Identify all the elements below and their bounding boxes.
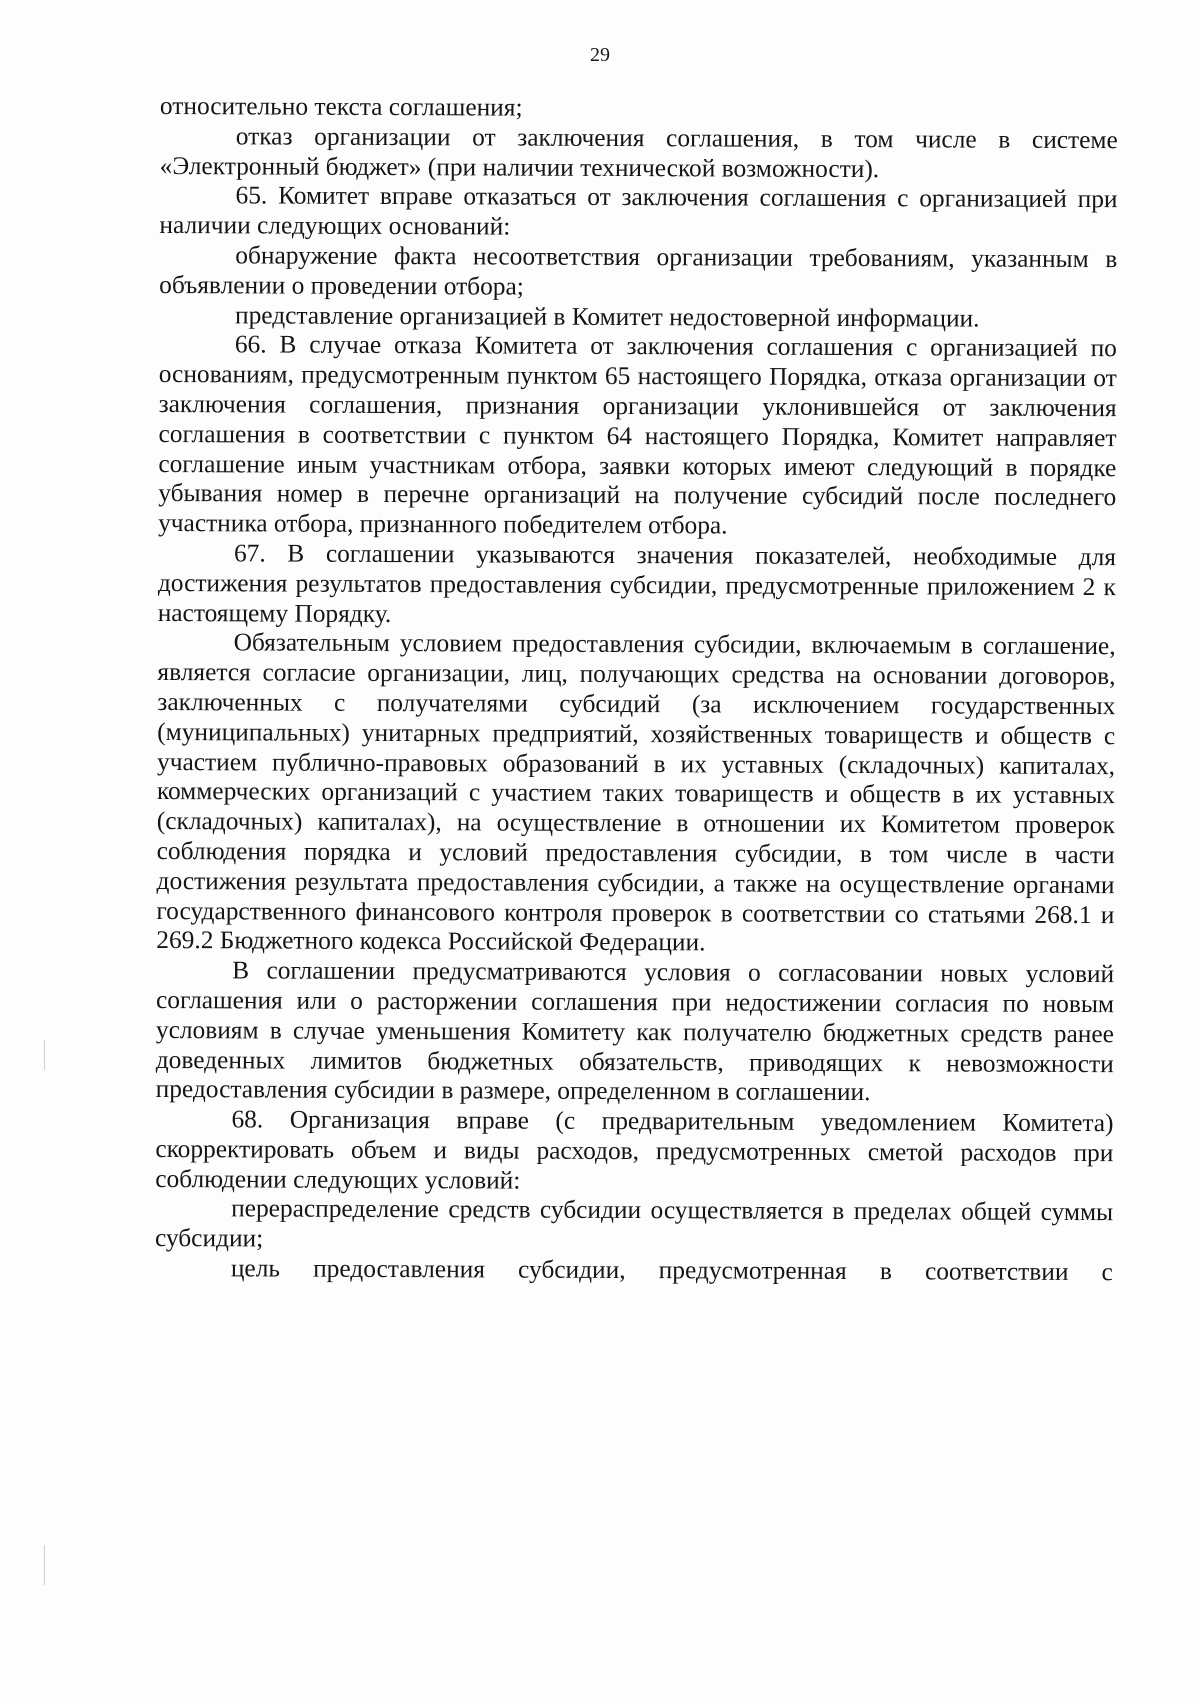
paragraph-item-66: 66. В случае отказа Комитета от заключения соглашения с организацией по основаниям, предусмотренным пунктом 65 настоящего Порядка, отказа организации от заключения соглашения, признания организации уклонившейся от заключения соглашения в соответствии с пунктом 64 настоящего Порядка, Комитет направляет соглашение иным участникам отбора, заявки которых имеют следующий в порядке убывания номер в перечне организаций на получение субсидий после последнего участника отбора, признанного победителем отбора. xyxy=(158,330,1117,540)
paragraph-item-65: 65. Комитет вправе отказаться от заключения соглашения с организацией при наличии следующих оснований: xyxy=(159,181,1118,241)
paragraph-redistribution: перераспределение средств субсидии осуществляется в пределах общей суммы субсидии; xyxy=(154,1194,1114,1253)
paragraph-item-68: 68. Организация вправе (с предварительным уведомлением Комитета) скорректировать объем и виды расходов, предусмотренных сметой расходов при соблюдении следующих условий: xyxy=(155,1105,1114,1195)
document-body xyxy=(155,92,1118,1288)
paragraph-new-conditions: В соглашении предусматриваются условия о согласовании новых условий соглашения или о расторжении соглашения при недостижении согласия по новым условиям в случае уменьшения Комитету как получателю бюджетных средств ранее доведенных лимитов бюджетных обязательств, приводящих к невозможности предоставления субсидии в размере, определенном в соглашении. xyxy=(155,956,1115,1107)
paragraph-purpose-continued: цель предоставления субсидии, предусмотренная в соответствии с xyxy=(230,1254,1113,1287)
paragraph-basis-false-info: представление организацией в Комитет недостоверной информации. xyxy=(234,300,980,333)
paragraph-item-67: 67. В соглашении указываются значения показателей, необходимые для достижения результатов предоставления субсидии, предусмотренные приложением 2 к настоящему Порядку. xyxy=(157,539,1117,628)
paragraph-basis-noncompliance: обнаружение факта несоответствия организации требованиям, указанным в объявлении о проведении отбора; xyxy=(159,241,1118,301)
scan-margin-line xyxy=(44,1545,45,1585)
scan-margin-line xyxy=(44,1040,45,1070)
page-number: 29 xyxy=(590,44,610,66)
paragraph-continuation: относительно текста соглашения; xyxy=(159,92,523,122)
paragraph-refusal-organization: отказ организации от заключения соглашения, в том числе в системе «Электронный бюджет» (при наличии технической возможности). xyxy=(159,122,1118,183)
paragraph-mandatory-condition: Обязательным условием предоставления субсидии, включаемым в соглашение, является согласие организации, лиц, получающих средства на основании договоров, заключенных с получателями субсидий (за исключением государственных (муниципальных) унитарных предприятий, хозяйственных товариществ и обществ с участием публично-правовых образований в их уставных (складочных) капиталах, коммерческих организаций с участием таких товариществ и обществ в их уставных (складочных) капиталах), на осуществление в отношении их Комитетом проверок соблюдения порядка и условий предоставления субсидии, в том числе в части достижения результата предоставления субсидии, а также на осуществление органами государственного финансового контроля проверок в соответствии со статьями 268.1 и 269.2 Бюджетного кодекса Российской Федерации. xyxy=(156,628,1116,957)
